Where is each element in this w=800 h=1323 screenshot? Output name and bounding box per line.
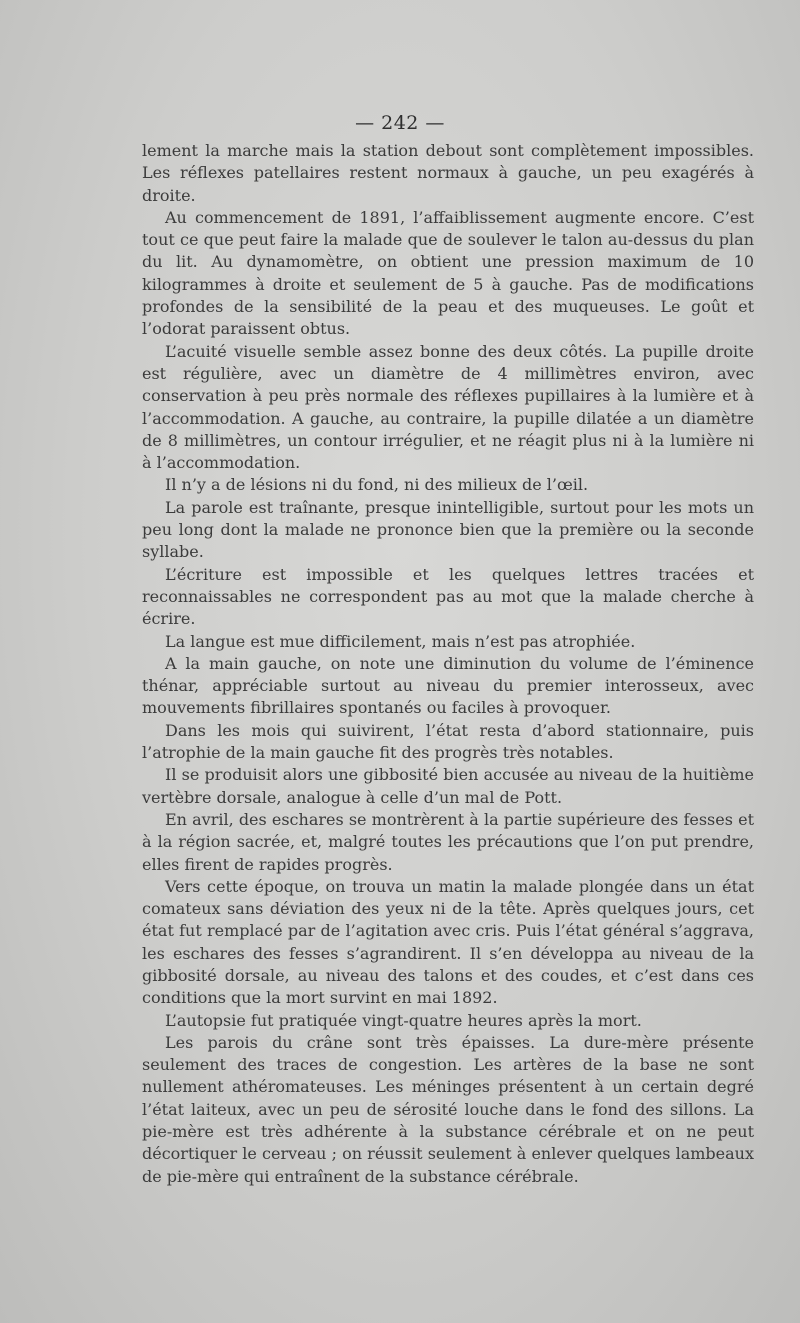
body-text — [142, 140, 754, 1188]
paragraph: L’écriture est impossible et les quelques lettres tracées et reconnaissables ne correspondent pas au mot que la malade cherche à écrire. — [142, 564, 754, 629]
paragraph: En avril, des eschares se montrèrent à la partie supérieure des fesses et à la région sacrée, et, malgré toutes les précautions que l’on put prendre, elles firent de rapides progrès. — [142, 809, 754, 874]
paragraph: La langue est mue difficilement, mais n’est pas atrophiée. — [165, 631, 636, 651]
paragraph: Au commencement de 1891, l’affaiblissement augmente encore. C’est tout ce que peut faire la malade que de soulever le talon au-dessus du plan du lit. Au dynamomètre, on obtient une pression maximum de 10 kilogrammes à droite et seulement de 5 à gauche. Pas de modifications profondes de la sensibilité de la peau et des muqueuses. Le goût et l’odorat paraissent obtus. — [142, 207, 754, 339]
paragraph: lement la marche mais la station debout sont complètement impossibles. Les réflexes patellaires restent normaux à gauche, un peu exagérés à droite. — [142, 141, 754, 205]
paragraph: Les parois du crâne sont très épaisses. La dure-mère présente seulement des traces de congestion. Les artères de la base ne sont nullement athéromateuses. Les méninges présentent à un certain degré l’état laiteux, avec un peu de sérosité louche dans le fond des sillons. La pie-mère est très adhérente à la substance cérébrale et on ne peut décortiquer le cerveau ; on réussit seulement à enlever quelques lambeaux de pie-mère qui entraînent de la substance cérébrale. — [142, 1032, 754, 1186]
page-number: — 242 — — [355, 112, 445, 134]
paragraph: Il n’y a de lésions ni du fond, ni des milieux de l’œil. — [165, 475, 589, 495]
paragraph: La parole est traînante, presque inintelligible, surtout pour les mots un peu long dont la malade ne prononce bien que la première ou la seconde syllabe. — [142, 497, 754, 562]
paragraph: Dans les mois qui suivirent, l’état resta d’abord stationnaire, puis l’atrophie de la main gauche fit des progrès très notables. — [142, 720, 754, 763]
paragraph: Vers cette époque, on trouva un matin la malade plongée dans un état comateux sans déviation des yeux ni de la tête. Après quelques jours, cet état fut remplacé par de l’agitation avec cris. Puis l’état général s’aggrava, les eschares des fesses s’agrandirent. Il s’en développa au niveau de la gibbosité dorsale, au niveau des talons et des coudes, et c’est dans ces conditions que la mort survint en mai 1892. — [142, 876, 754, 1008]
paragraph: L’acuité visuelle semble assez bonne des deux côtés. La pupille droite est régulière, avec un diamètre de 4 millimètres environ, avec conservation à peu près normale des réflexes pupillaires à la lumière et à l’accommodation. A gauche, au contraire, la pupille dilatée a un diamètre de 8 millimètres, un contour irrégulier, et ne réagit plus ni à la lumière ni à l’accommodation. — [142, 341, 754, 473]
paragraph: L’autopsie fut pratiquée vingt-quatre heures après la mort. — [165, 1010, 642, 1030]
paragraph: Il se produisit alors une gibbosité bien accusée au niveau de la huitième vertèbre dorsale, analogue à celle d’un mal de Pott. — [142, 765, 754, 807]
paragraph: A la main gauche, on note une diminution du volume de l’éminence thénar, appréciable surtout au niveau du premier interosseux, avec mouvements fibrillaires spontanés ou faciles à provoquer. — [142, 653, 754, 718]
